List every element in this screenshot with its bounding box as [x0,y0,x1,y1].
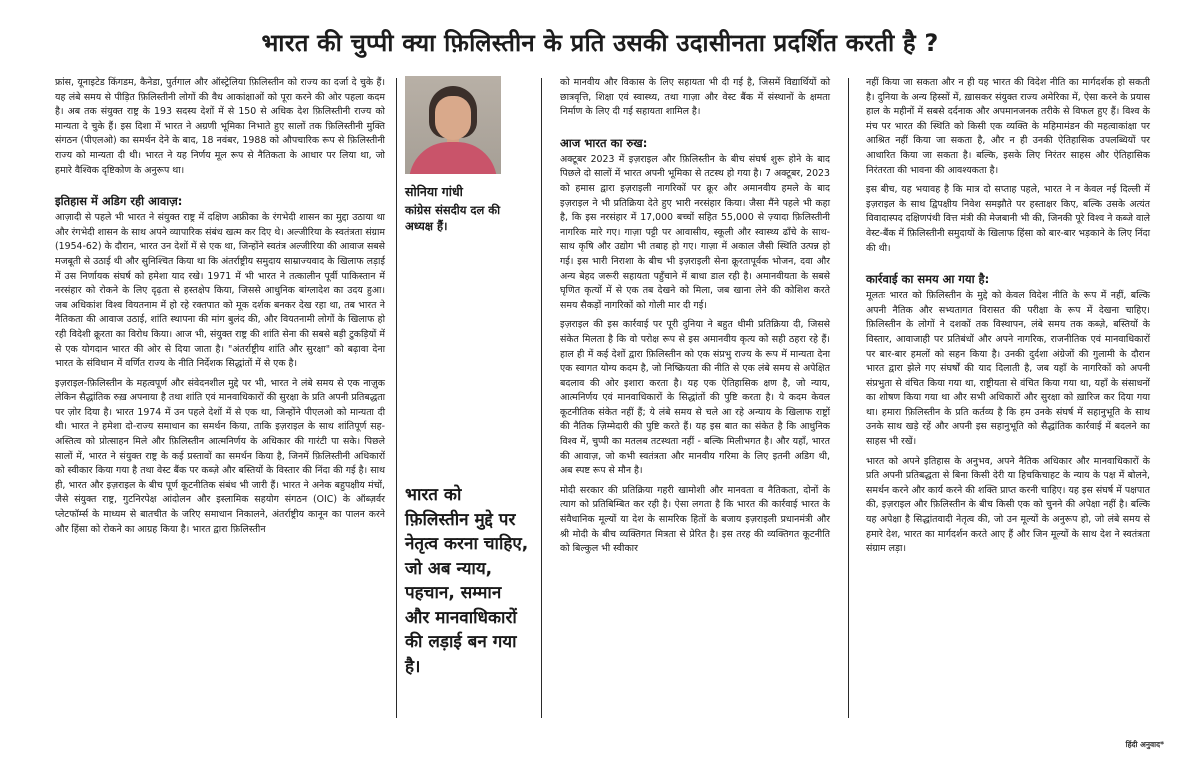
section-heading: कार्रवाई का समय आ गया है: [866,272,990,287]
column-divider [848,78,849,718]
author-box [405,76,523,234]
paragraph: इज़राइल-फ़िलिस्तीन के महत्वपूर्ण और संवेदनशील मुद्दे पर भी, भारत ने लंबे समय से एक नाज़ुक लेकिन सैद्धांतिक रुख़ अपनाया है तथा शांति एवं मानवाधिकारों की सुरक्षा के प्रति अपनी प्रतिबद्धता पर ज़ोर दिया है। भारत 1974 में उन पहले देशों में से एक था, जिन्होंने पीएलओ को मान्यता दी थी। भारत ने हमेशा दो-राज्य समाधान का समर्थन किया, ताकि इज़राइल के साथ शांतिपूर्ण सह-अस्तित्व को प्रोत्साहन मिले और फ़िलिस्तीन आत्मनिर्णय के अधिकार की गारंटी पा सके। पिछले सालों में, भारत ने संयुक्त राष्ट्र के कई प्रस्तावों का समर्थन किया है, जिनमें फ़िलिस्तीनी अधिकारों को स्वीकार किया गया है तथा वेस्ट बैंक पर कब्ज़े और बस्तियों के विस्तार की निंदा की गई है। साथ ही, भारत और इज़राइल के बीच पूर्ण कूटनीतिक संबंध भी जारी हैं। भारत ने अनेक बहुपक्षीय मंचों, जैसे संयुक्त राष्ट्र, गुटनिरपेक्ष आंदोलन और इस्लामिक सहयोग संगठन (OIC) के ऑब्ज़र्वर प्लेटफॉर्म्स के माध्यम से बातचीत के जरिए समाधान निकालने, अंतर्राष्ट्रीय कानून का पालन करने और हिंसा को रोकने का आग्रह किया है। भारत द्वारा फ़िलिस्तीन [55,377,385,535]
paragraph: मोदी सरकार की प्रतिक्रिया गहरी खामोशी और मानवता व नैतिकता, दोनों के त्याग को प्रतिबिम्बित कर रही है। ऐसा लगता है कि भारत की कार्रवाई भारत के संवैधानिक मूल्यों या देश के सामरिक हितों के बजाय इज़राइली प्रधानमंत्री और श्री मोदी के बीच व्यक्तिगत मित्रता से प्रेरित है। इस तरह की व्यक्तिगत कूटनीति को बिल्कुल भी स्वीकार [560,484,830,555]
author-name: सोनिया गांधी [405,184,463,199]
section-heading: आज भारत का रुख: [560,135,648,150]
article-column-1 [55,76,385,542]
author-role: कांग्रेस संसदीय दल की अध्यक्ष हैं। [405,203,501,233]
paragraph: मूलतः भारत को फ़िलिस्तीन के मुद्दे को केवल विदेश नीति के रूप में नहीं, बल्कि अपनी नैतिक और सभ्यतागत विरासत की परीक्षा के रूप में देखना चाहिए। फ़िलिस्तीन के लोगों ने दशकों तक विस्थापन, लंबे समय तक कब्ज़े, बस्तियों के विस्तार, आवाजाही पर प्रतिबंधों और अपने नागरिक, राजनीतिक एवं मानवाधिकारों पर बार-बार हमलों को सहन किया है। उनकी दुर्दशा अंग्रेजों की गुलामी के दौरान भारत द्वारा झेले गए संघर्षों की याद दिलाती है, जब यहाँ के नागरिकों को अपनी संप्रभुता से वंचित किया गया था, राष्ट्रीयता से वंचित किया गया था, यहाँ के संसाधनों का शोषण किया गया था और सभी अधिकारों और सुरक्षा को ख़ारिज कर दिया गया था। हमारा फ़िलिस्तीन के प्रति कर्तव्य है कि हम उनके संघर्ष में सहानुभूति के साथ उनके साथ खड़े रहें और अपनी इस सहानुभूति को सैद्धांतिक कार्रवाई में बदलने का साहस भी रखें। [866,290,1150,448]
paragraph: अक्टूबर 2023 में इज़राइल और फ़िलिस्तीन के बीच संघर्ष शुरू होने के बाद पिछले दो सालों में भारत अपनी भूमिका से तटस्थ हो गया है। 7 अक्टूबर, 2023 को हमास द्वारा इज़राइली नागरिकों पर क्रूर और अमानवीय हमले के बाद इज़राइल ने भी प्रतिक्रिया देते हुए भारी नरसंहार किया। जैसा मैंने पहले भी कहा है, कि इस नरसंहार में 17,000 बच्चों सहित 55,000 से ज़्यादा फ़िलिस्तीनी नागरिक मारे गए। गाज़ा पट्टी पर आवासीय, स्कूली और स्वास्थ्य ढाँचे के साथ-साथ कृषि और उद्योग भी तबाह हो गए। गाज़ा में अकाल जैसी स्थिति उत्पन्न हो गई। इस भारी निराशा के बीच भी इज़राइली सेना क्रूरतापूर्वक भोजन, दवा और अन्य बेहद जरूरी सहायता पहुँचाने में बाधा डाल रही है। अमानवीयता के सबसे घृणित कृत्यों में से एक तब देखने को मिला, जब खाना लेने की कोशिश करते समय सैकड़ों नागरिकों को गोली मार दी गई। [560,153,830,311]
section-heading: इतिहास में अडिग रही आवाज़: [55,194,183,209]
page-title: भारत की चुप्पी क्या फ़िलिस्तीन के प्रति उसकी उदासीनता प्रदर्शित करती है ? [261,29,939,57]
paragraph: इज़राइल की इस कार्रवाई पर पूरी दुनिया ने बहुत धीमी प्रतिक्रिया दी, जिससे संकेत मिलता है कि वो परोक्ष रूप से इस अमानवीय कृत्य को सही ठहरा रहे हैं। हाल ही में कई देशों द्वारा फ़िलिस्तीन को एक संप्रभु राज्य के रूप में मान्यता देना एक स्वागत योग्य कदम है, जो निष्क्रियता की नीति से एक लंबे समय से अपेक्षित बदलाव की ओर इशारा करता है। यह एक ऐतिहासिक क्षण है, जो न्याय, आत्मनिर्णय एवं मानवाधिकारों के सिद्धांतों की पुष्टि करता है। ये कदम केवल कूटनीतिक संकेत नहीं हैं; ये लंबे समय से चले आ रहे अन्याय के खिलाफ राष्ट्रों की नैतिक ज़िम्मेदारी की पुष्टि करते हैं। यह इस बात का संकेत है कि आधुनिक विश्व में, चुप्पी का मतलब तटस्थता नहीं - बल्कि मिलीभगत है। और यहाँ, भारत की आवाज़, जो कभी स्वतंत्रता और मानवीय गरिमा के लिए इतनी अडिग थी, अब स्पष्ट रूप से मौन है। [560,319,830,477]
column-divider [541,78,542,718]
pull-quote: भारत को फ़िलिस्तीन मुद्दे पर नेतृत्व करना चाहिए, जो अब न्याय, पहचान, सम्मान और मानवाधिकारों की लड़ाई बन गया है। [405,485,529,677]
paragraph: फ्रांस, यूनाइटेड किंगडम, कैनेडा, पुर्तगाल और ऑस्ट्रेलिया फ़िलिस्तीन को राज्य का दर्जा दे चुके हैं। यह लंबे समय से पीड़ित फ़िलिस्तीनी लोगों की वैध आकांक्षाओं को पूरा करने की ओर पहला कदम है। अब तक संयुक्त राष्ट्र के 193 सदस्य देशों में से 150 से अधिक देश फ़िलिस्तीनी राज्य को मान्यता दे चुके हैं। इस दिशा में भारत ने अग्रणी भूमिका निभाते हुए सालों तक फ़िलिस्तीनी मुक्ति संगठन (पीएलओ) का समर्थन देने के बाद, 18 नवंबर, 1988 को औपचारिक रूप से फ़िलिस्तीनी राज्य को मान्यता दी थी। भारत ने यह निर्णय मूल रूप से नैतिकता के आधार पर लिया था, जो हमारे वैश्विक दृष्टिकोण के अनुरूप था। [55,77,385,176]
paragraph: नहीं किया जा सकता और न ही यह भारत की विदेश नीति का मार्गदर्शक हो सकती है। दुनिया के अन्य हिस्सों में, ख़ासकर संयुक्त राज्य अमेरिका में, ऐसा करने के प्रयास हाल के महीनों में सबसे दर्दनाक और अपमानजनक तरीके से विफल हुए हैं। विश्व के मंच पर भारत की स्थिति को किसी एक व्यक्ति के महिमामंडन की महत्वाकांक्षा पर आश्रित नहीं किया जा सकता है, और न ही उनकी ऐतिहासिक उपलब्धियों पर आधारित किया जा सकता है। बल्कि, इसके लिए निरंतर साहस और ऐतिहासिक निरंतरता की भावना की आवश्यकता है। [866,77,1150,176]
author-photo [405,76,501,174]
paragraph: इस बीच, यह भयावह है कि मात्र दो सप्ताह पहले, भारत ने न केवल नई दिल्ली में इज़राइल के साथ द्विपक्षीय निवेश समझौते पर हस्ताक्षर किए, बल्कि उसके अत्यंत विवादास्पद दक्षिणपंथी वित्त मंत्री की मेजबानी भी की, जिनकी पूरे विश्व ने कब्जे वाले वेस्ट-बैंक में फ़िलिस्तीनी समुदायों के खिलाफ हिंसा को बार-बार भड़काने के लिए निंदा की थी। [866,184,1150,254]
article-column-3 [560,76,830,562]
column-divider [396,78,397,718]
translation-note: हिंदी अनुवाद* [1125,740,1164,749]
paragraph: भारत को अपने इतिहास के अनुभव, अपने नैतिक अधिकार और मानवाधिकारों के प्रति अपनी प्रतिबद्धता से बिना किसी देरी या हिचकिचाहट के न्याय के पक्ष में बोलने, समर्थन करने और कार्य करने की शक्ति प्राप्त करनी चाहिए। यह इस संघर्ष में पक्षपात की, इज़राइल और फ़िलिस्तीन के बीच किसी एक को चुनने की अपेक्षा नहीं है। बल्कि यह अपेक्षा है सिद्धांतवादी नेतृत्व की, जो उन मूल्यों के अनुरूप हो, जो लंबे समय से हमारे देश, भारत का मार्गदर्शन करते आए हैं और जिन मूल्यों के साथ देश ने स्वतंत्रता संग्राम लड़ा। [866,455,1150,555]
paragraph: को मानवीय और विकास के लिए सहायता भी दी गई है, जिसमें विद्यार्थियों को छात्रवृत्ति, शिक्षा एवं स्वास्थ्य, तथा गाज़ा और वेस्ट बैंक में संस्थानों के क्षमता निर्माण के लिए दी गई सहायता शामिल है। [560,77,830,118]
paragraph: आज़ादी से पहले भी भारत ने संयुक्त राष्ट्र में दक्षिण अफ्रीका के रंगभेदी शासन का मुद्दा उठाया था और रंगभेदी शासन के साथ अपने व्यापारिक संबंध खत्म कर दिए थे। अल्जीरिया के स्वतंत्रता संग्राम (1954-62) के दौरान, भारत उन देशों में से एक था, जिन्होंने स्वतंत्र अल्जीरिया की आवाज सबसे मजबूती से उठाई थी और सुनिश्चित किया था कि अंतर्राष्ट्रीय समुदाय साम्राज्यवाद के खिलाफ लड़ाई में उस निर्णायक संघर्ष को हमेशा याद रखे। 1971 में भी भारत ने तत्कालीन पूर्वी पाकिस्तान में नरसंहार को रोकने के लिए दृढ़ता से हस्तक्षेप किया, जिससे आधुनिक बांग्लादेश का उदय हुआ। जब अधिकांश विश्व वियतनाम में हो रहे रक्तपात को मूक दर्शक बनकर देख रहा था, तब भारत ने नैतिकता की आवाज उठाई, शांति स्थापना की मांग बुलंद की, और वियतनामी लोगों के खिलाफ हो रही विदेशी क्रूरता का विरोध किया। आज भी, संयुक्त राष्ट्र की शांति सेना की सबसे बड़ी टुकड़ियों में से एक योगदान भारत की ओर से दिया जाता है। "अंतर्राष्ट्रीय शांति और सुरक्षा" को बढ़ावा देना भारत के संविधान में वर्णित राज्य के नीति निर्देशक सिद्धांतों में से एक है। [55,212,385,370]
article-column-4 [866,76,1150,562]
